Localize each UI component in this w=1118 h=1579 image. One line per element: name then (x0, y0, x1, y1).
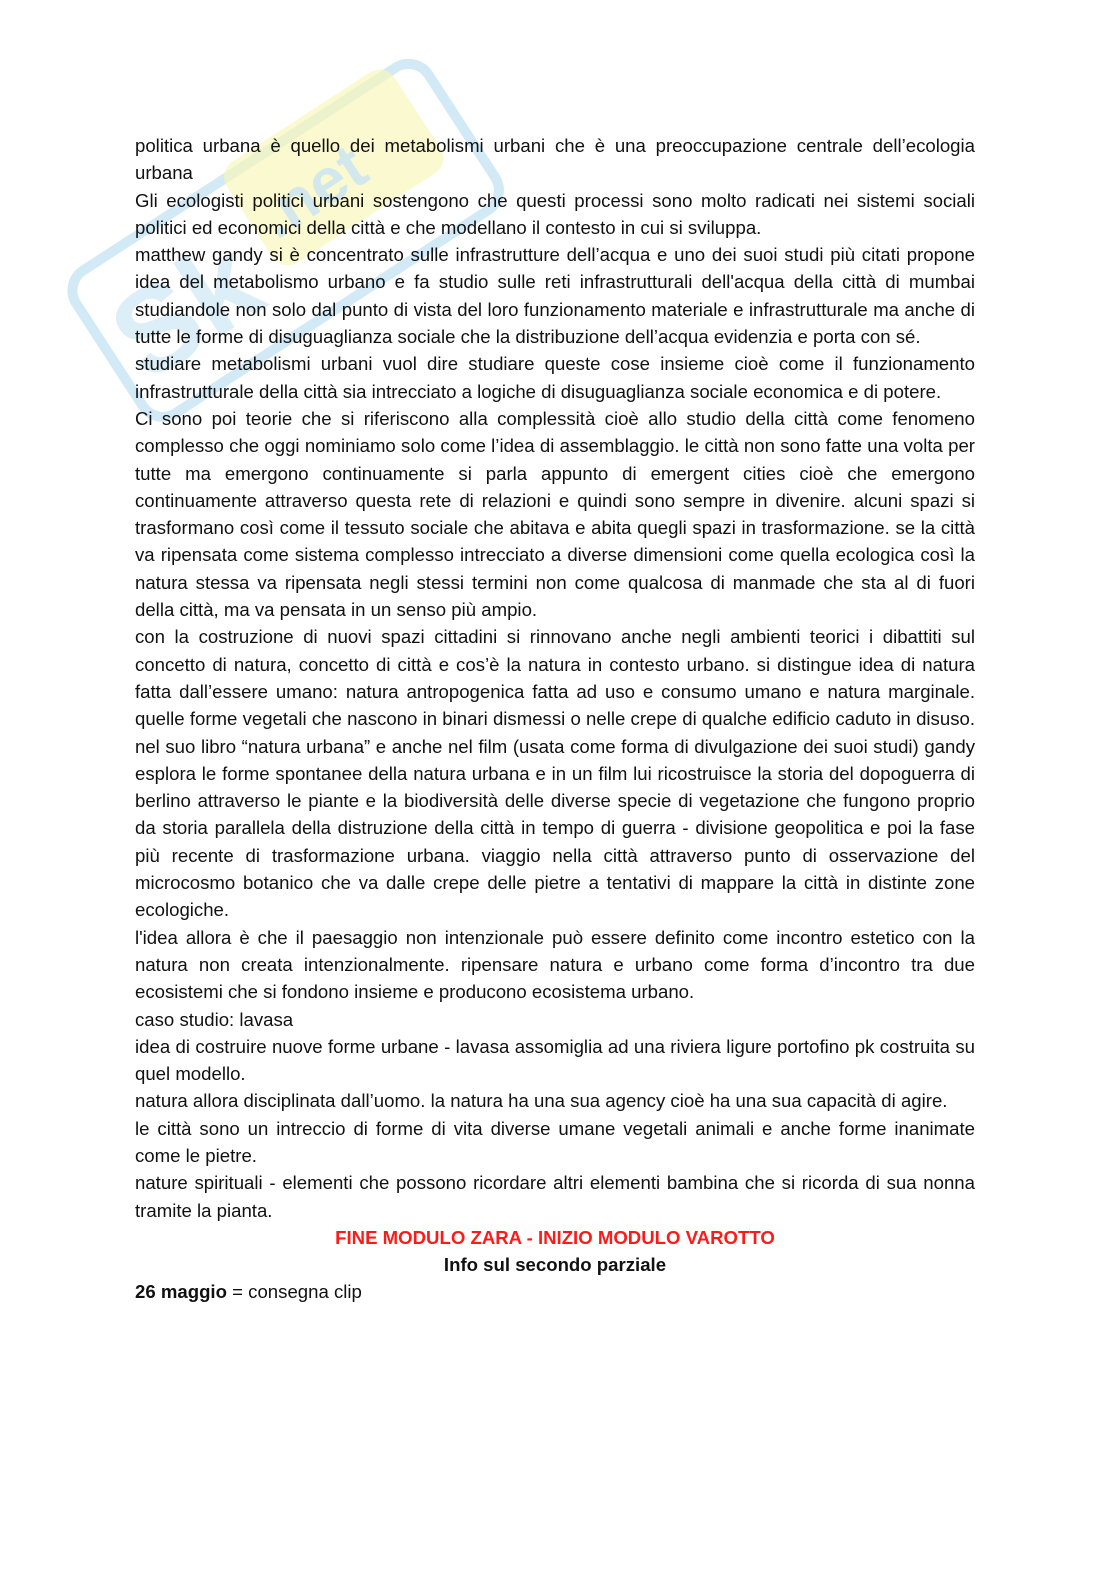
paragraph-10: natura allora disciplinata dall’uomo. la natura ha una sua agency cioè ha una sua capacità di agire. (135, 1090, 948, 1112)
svg-text:.net: .net (244, 129, 380, 253)
paragraph-8: caso studio: lavasa (135, 1008, 294, 1030)
paragraph-6: con la costruzione di nuovi spazi cittadini si rinnovano anche negli ambienti teorici i dibattiti sul concetto di natura, concetto di città e cos’è la natura in contesto urbano. si distingue idea di natura fatta dall’essere umano: natura antropogenica fatta ad uso e consumo umano e natura marginale. quelle forme vegetali che nascono in binari dismessi o nelle crepe di qualche edificio caduto in disuso. nel suo libro “natura urbana” e anche nel film (usata come forma di divulgazione dei suoi studi) gandy esplora le forme spontanee della natura urbana e in un film lui ricostruisce la storia del dopoguerra di berlino attraverso le piante e la biodiversità delle diverse specie di vegetazione che fungono proprio da storia parallela della distruzione della città in tempo di guerra - divisione geopolitica e poi la fase più recente di trasformazione urbana. viaggio nella città attraverso punto di osservazione del microcosmo botanico che va dalle crepe delle pietre a tentativi di mappare la città in distinte zone ecologiche. (135, 626, 975, 921)
paragraph-9: idea di costruire nuove forme urbane - lavasa assomiglia ad una riviera ligure portofino pk costruita su quel modello. (135, 1035, 975, 1085)
paragraph-11: le città sono un intreccio di forme di vita diverse umane vegetali animali e anche forme inanimate come le pietre. (135, 1117, 975, 1166)
paragraph-5: Ci sono poi teorie che si riferiscono alla complessità cioè allo studio della città come fenomeno complesso che oggi nominiamo solo come l’idea di assemblaggio. le città non sono fatte una volta per tutte ma emergono continuamente si parla appunto di emergent cities cioè che emergono continuamente attraverso questa rete di relazioni e quindi sono sempre in divenire. alcuni spazi si trasformano così come il tessuto sociale che abitava e abita quegli spazi in trasformazione. se la città va ripensata come sistema complesso intrecciato a diverse dimensioni come quella ecologica così la natura stessa va ripensata negli stessi termini non come qualcosa di manmade che sta al di fuori della città, ma va pensata in un senso più ampio. (135, 407, 975, 621)
section-subtitle: Info sul secondo parziale (443, 1254, 667, 1276)
schedule-separator: = (226, 1281, 249, 1303)
paragraph-2: Gli ecologisti politici urbani sostengono che questi processi sono molto radicati nei sistemi sociali politici ed economici della città e che modellano il contesto in cui si sviluppa. (135, 189, 975, 238)
paragraph-7: l'idea allora è che il paesaggio non intenzionale può essere definito come incontro estetico con la natura non creata intenzionalmente. ripensare natura e urbano come forma d’incontro tra due ecosistemi che si fondono insieme e producono ecosistema urbano. (135, 926, 975, 1003)
module-change-heading: FINE MODULO ZARA - INIZIO MODULO VAROTTO (335, 1226, 775, 1248)
document-page (135, 129, 975, 1306)
paragraph-1: politica urbana è quello dei metabolismi urbani che è una preoccupazione centrale dell’ecologia urbana (135, 135, 975, 184)
schedule-date: 26 maggio (135, 1281, 227, 1303)
paragraph-4: studiare metabolismi urbani vuol dire studiare queste cose insieme cioè come il funzionamento infrastrutturale della città sia intrecciato a logiche di disuguaglianza sociale economica e di potere. (135, 353, 975, 402)
paragraph-12: nature spirituali - elementi che possono ricordare altri elementi bambina che si ricorda di sua nonna tramite la pianta. (135, 1172, 975, 1221)
schedule-description: consegna clip (248, 1281, 362, 1303)
svg-text:Sk: Sk (87, 213, 284, 407)
schedule-line (135, 1278, 975, 1305)
paragraph-3: matthew gandy si è concentrato sulle infrastrutture dell’acqua e uno dei suoi studi più citati propone idea del metabolismo urbano e fa studio sulle reti infrastrutturali dell'acqua della città di mumbai studiandole non solo dal punto di vista del loro funzionamento materiale e infrastrutturale ma anche di tutte le forme di disuguaglianza sociale che la distribuzione dell’acqua evidenzia e porta con sé. (135, 244, 975, 348)
